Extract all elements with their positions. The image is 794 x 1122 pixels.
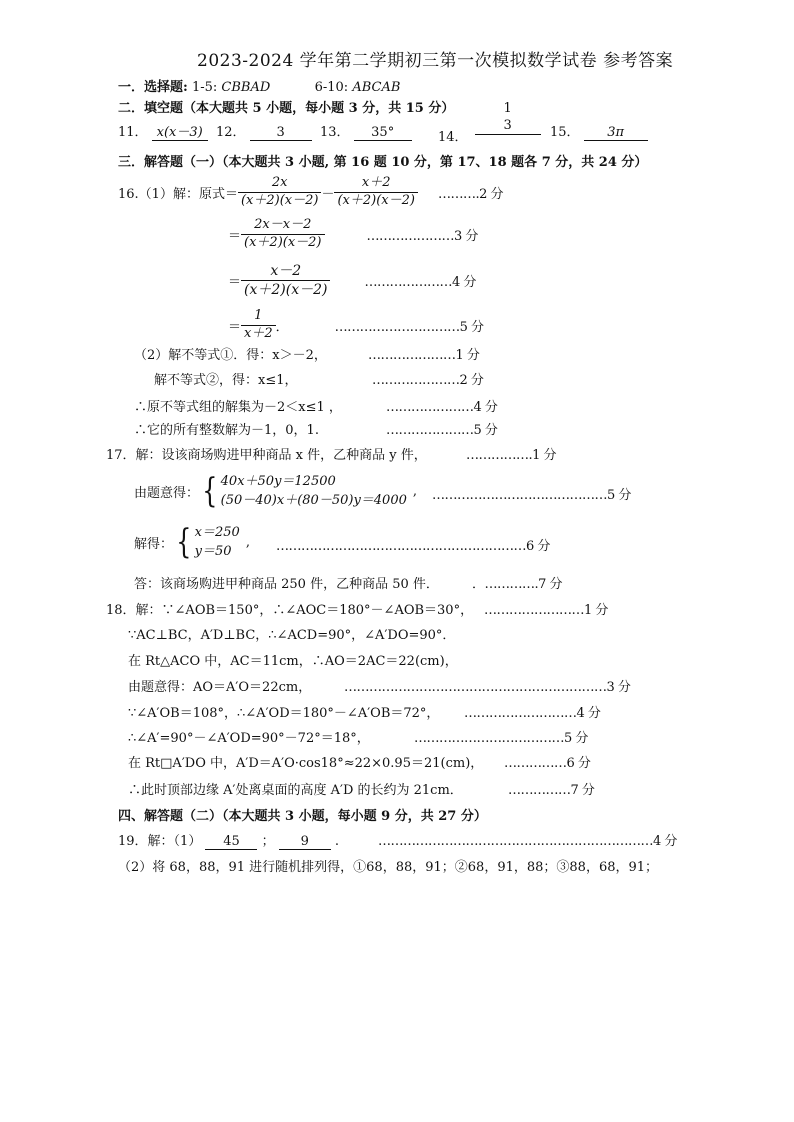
q16-intro: 16.（1）解：原式＝ (118, 186, 238, 202)
q17-system: 由题意得： { 40x＋50y＝12500 (50－40)x＋(80－50)y＝4000 , (134, 471, 418, 511)
q17-solution-x: x＝250 (194, 525, 240, 540)
q11-answer: x(x－3) (152, 121, 208, 141)
q17-solution-lead: 解得： (134, 536, 174, 552)
range-1-5: 1-5: (191, 80, 218, 95)
q15 (550, 121, 648, 141)
q19-answer-2: 9 (279, 834, 331, 850)
q13 (320, 121, 412, 141)
q16-score-4: …………………4 分 (364, 275, 476, 291)
section-3-label: 三．解答题（一）（本大题共 3 小题, 第 16 题 10 分，第 17、18 题各 7 分，共 24 分） (118, 155, 648, 170)
q16-f3-numerator: 2x－x－2 (254, 217, 312, 232)
q16-eq-4: ＝ (228, 319, 242, 335)
brace-icon: { (176, 522, 192, 562)
q16-eq-2: ＝ (228, 228, 242, 244)
q13-number: 13． (320, 125, 350, 140)
q16-f5-numerator: 1 (254, 308, 263, 323)
q17-solution-y: y＝50 (194, 544, 232, 559)
q16-line-3 (228, 263, 476, 298)
q16-fraction-1 (238, 176, 322, 209)
q17-equations (221, 472, 407, 510)
q14 (438, 101, 540, 145)
q18-line-7: 在 Rt□A′DO 中，A′D＝A′O·cos18°≈22×0.95＝21(cm)， (128, 756, 484, 771)
q17-score-3: ……………………………………………………6 分 (276, 539, 550, 554)
q18-score-3: ………………………………………………………3 分 (344, 680, 631, 695)
q17-score-4: ．………….7 分 (472, 577, 563, 592)
q16-p2-score-2: …………………2 分 (372, 373, 484, 388)
q18-score-6: ……………6 分 (504, 756, 591, 771)
q16-p2-score-1: …………………1 分 (368, 348, 480, 363)
q17-score-1: …………….1 分 (466, 448, 557, 463)
q15-answer: 3π (584, 125, 648, 141)
q16-line-2 (228, 218, 478, 251)
q18-line-5: ∵∠A′OB＝108°，∴∠A′OD＝180°－∠A′OB＝72°， (128, 706, 440, 721)
q19-line-2: （2）将 68，88，91 进行随机排列得，①68，88，91；②68，91，88；③88，68，91； (118, 860, 659, 875)
q17-solution: 解得： { x＝250 y＝50 , (134, 522, 250, 562)
q16-p2-line-2: 解不等式②，得：x≤1， (154, 373, 298, 388)
range-6-10: 6-10: (314, 80, 349, 95)
q18-score-1: ……………………1 分 (484, 603, 608, 618)
q16-minus: － (321, 186, 335, 202)
q16-f1-denominator: (x＋2)(x－2) (238, 192, 322, 209)
q17-system-lead: 由题意得： (134, 485, 200, 501)
q16-fraction-4 (241, 263, 330, 298)
q19-lead: 19．解：（1） (118, 834, 202, 849)
brace-icon: { (202, 471, 218, 511)
q16-eq-3: ＝ (228, 275, 242, 291)
q16-f4-denominator: (x＋2)(x－2) (241, 280, 330, 298)
q18-line-3: 在 Rt△ACO 中，AC＝11cm，∴AO＝2AC＝22(cm)， (128, 654, 458, 669)
q18-score-4: ………………………4 分 (464, 706, 601, 721)
q12 (216, 121, 312, 141)
q18-score-5: ………………………………5 分 (414, 731, 588, 746)
q19-end: . (334, 834, 340, 849)
q16-p2-line-4: ∴它的所有整数解为－1，0，1. (134, 423, 319, 438)
q18-line-8: ∴此时顶部边缘 A′处离桌面的高度 A′D 的长约为 21cm． (128, 783, 463, 798)
q14-denominator: 3 (475, 118, 541, 135)
q16-f3-denominator: (x＋2)(x－2) (241, 234, 325, 251)
q14-numerator: 1 (503, 101, 512, 116)
q14-number: 14． (438, 129, 468, 145)
q16-f5-denominator: x＋2 (241, 325, 276, 342)
q19-answer-1: 45 (205, 834, 257, 850)
q16-fraction-3 (241, 218, 325, 251)
q17-solutions (195, 523, 240, 561)
q18-line-6: ∴∠A′=90°－∠A′OD=90°－72°＝18°， (128, 731, 370, 746)
section-1-choice (118, 76, 400, 95)
q16-f1-numerator: 2x (271, 175, 288, 190)
q11-number: 11． (118, 125, 148, 140)
q16-p2-line-1: （2）解不等式①．得：x＞－2， (134, 348, 327, 363)
q16-p2-score-4: …………………5 分 (386, 423, 498, 438)
q17-score-2: ……………………………………5 分 (432, 488, 631, 503)
q19-line-1 (118, 830, 339, 850)
q16-line-4 (228, 309, 484, 342)
q15-number: 15． (550, 125, 580, 140)
q19-score-1: …………………………………………………………4 分 (378, 834, 677, 849)
q17-line-1: 17．解：设该商场购进甲种商品 x 件，乙种商品 y 件， (106, 448, 427, 463)
answers-1-5: CBBAD (221, 80, 271, 95)
q18-line-2: ∵AC⊥BC，A′D⊥BC，∴∠ACD=90°，∠A′DO=90°． (128, 628, 456, 643)
section-2-label: 二．填空题（本大题共 5 小题，每小题 3 分，共 15 分） (118, 101, 455, 116)
q16-f2-numerator: x＋2 (361, 175, 391, 190)
q19-separator: ； (261, 834, 275, 849)
q16-p2-score-3: …………………4 分 (386, 400, 498, 415)
q17-equation-2: (50－40)x＋(80－50)y＝4000 (220, 493, 407, 508)
q16-score-2: ……….2 分 (437, 186, 504, 202)
q14-answer (476, 102, 540, 135)
q11 (118, 121, 208, 141)
q16-p2-line-3: ∴原不等式组的解集为－2＜x≤1 ， (134, 400, 342, 415)
q16-score-3: …………………3 分 (366, 228, 478, 244)
q17-answer: 答：该商场购进甲种商品 250 件，乙种商品 50 件． (134, 577, 439, 592)
q16-fraction-5 (241, 309, 276, 342)
q17-equation-1: 40x＋50y＝12500 (220, 474, 336, 489)
q18-line-1: 18．解：∵∠AOB＝150°，∴∠AOC＝180°－∠AOB＝30°， (106, 603, 474, 618)
q16-f2-denominator: (x＋2)(x－2) (334, 192, 418, 209)
section-4-label: 四、解答题（二）（本大题共 3 小题，每小题 9 分，共 27 分） (118, 809, 487, 824)
q16-score-5: …………………………5 分 (334, 319, 484, 335)
q16-f4-numerator: x－2 (270, 263, 302, 279)
q16-fraction-2 (334, 176, 418, 209)
q12-number: 12． (216, 125, 246, 140)
q12-answer: 3 (250, 125, 312, 141)
q13-answer: 35° (354, 125, 412, 141)
answers-6-10: ABCAB (352, 80, 401, 95)
section-1-label: 一．选择题: (118, 80, 188, 95)
q18-line-4: 由题意得：AO＝A′O＝22cm， (128, 680, 312, 695)
q16-line-1 (118, 176, 503, 209)
page-title: 2023-2024 学年第二学期初三第一次模拟数学试卷 参考答案 (197, 51, 674, 71)
q16-period: ． (275, 319, 289, 335)
q18-score-7: ……………7 分 (508, 783, 595, 798)
